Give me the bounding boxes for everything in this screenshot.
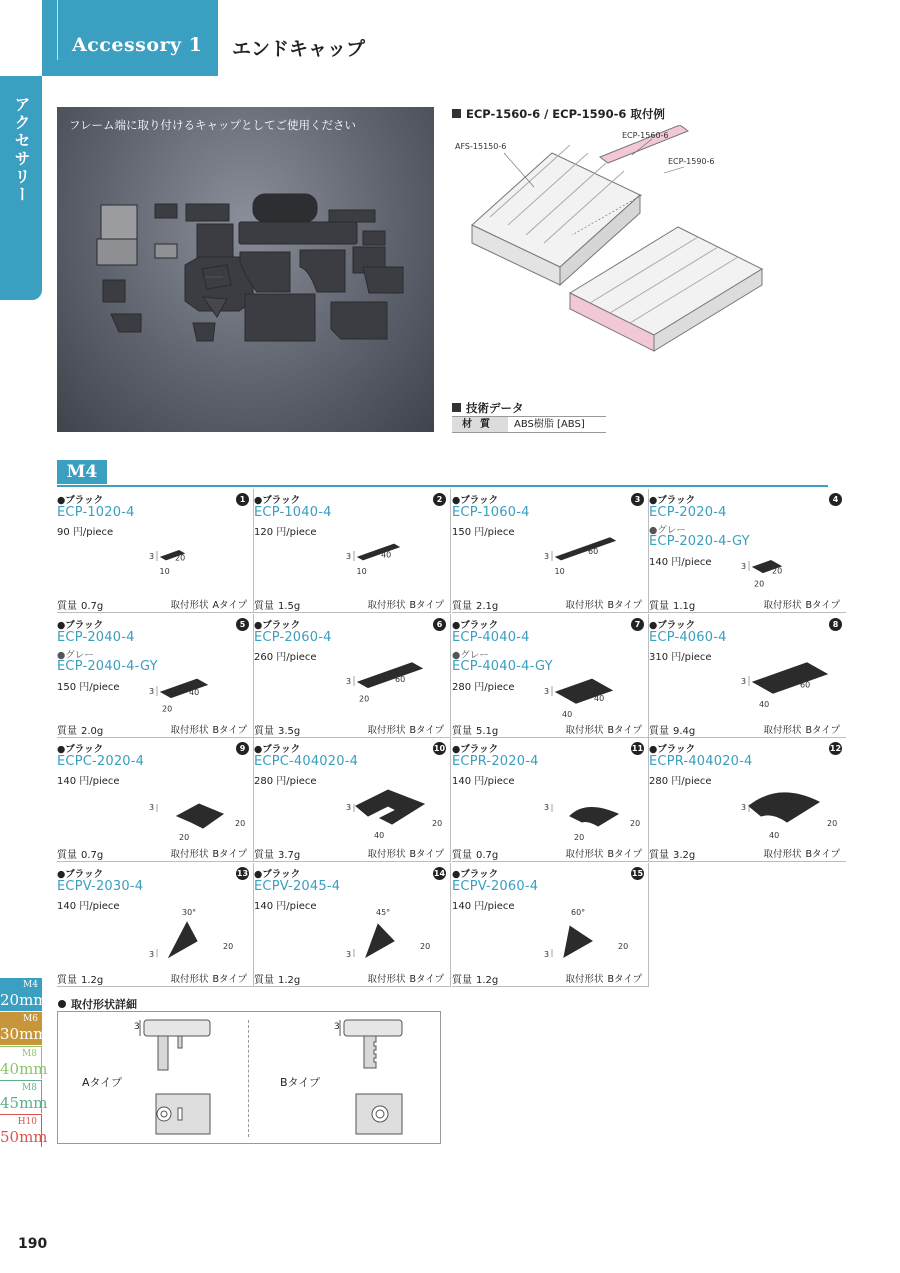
item-number-badge: 10 [433, 744, 446, 753]
mass-label: 質量 [452, 850, 472, 861]
mass-value: 1.2g [278, 975, 301, 986]
mount-type-value: Bタイプ [607, 849, 642, 860]
type-b-label: Bタイプ [280, 1076, 320, 1089]
svg-text:10: 10 [356, 566, 367, 576]
product-code: ECPC-2020-4 [57, 754, 145, 769]
header-divider [57, 0, 58, 60]
product-drawing [739, 776, 844, 842]
product-code: ECP-4060-4 [649, 630, 727, 645]
mass-label: 質量 [57, 975, 77, 986]
mount-type [170, 846, 247, 860]
svg-text:20: 20 [432, 819, 443, 828]
size-value: 50mm [0, 1128, 48, 1146]
product-code: ECPR-2020-4 [452, 754, 539, 769]
product-cell [254, 489, 451, 613]
color-label: ●ブラック [452, 495, 499, 506]
svg-text:40: 40 [381, 550, 392, 560]
price: 140 円/piece [57, 901, 120, 912]
product-code: ECPV-2060-4 [452, 879, 539, 894]
color-label: ●ブラック [57, 620, 104, 631]
product-code: ECPR-404020-4 [649, 754, 753, 769]
mass-value: 1.5g [278, 601, 301, 612]
type-a-label: Aタイプ [82, 1076, 122, 1089]
product-drawing [542, 776, 647, 842]
mass [649, 846, 695, 861]
mass-value: 0.7g [81, 850, 104, 861]
size-series: H10 [17, 1117, 37, 1127]
mass-label: 質量 [254, 975, 274, 986]
item-number-badge: 15 [631, 869, 644, 878]
item-number-badge: 5 [236, 618, 249, 631]
mount-type-value: Aタイプ [212, 600, 247, 611]
mount-type-label: 取付形状 [367, 600, 406, 611]
mount-type [367, 597, 444, 611]
svg-text:3: 3 [149, 552, 155, 561]
item-number-badge: 2 [433, 493, 446, 506]
price: 150 円/piece [452, 527, 515, 538]
mount-type [170, 722, 247, 736]
price: 280 円/piece [452, 682, 515, 693]
mount-type-label: 取付形状 [367, 725, 406, 736]
mass-label: 質量 [57, 850, 77, 861]
mount-type-label: 取付形状 [565, 600, 604, 611]
svg-text:60°: 60° [571, 908, 586, 917]
product-cell [649, 489, 846, 613]
svg-text:20: 20 [630, 819, 641, 828]
mount-type-label: 取付形状 [763, 600, 802, 611]
mount-type-drawings [58, 1012, 440, 1143]
cap-shape [753, 663, 827, 693]
mass-value: 1.2g [81, 975, 104, 986]
end-caps-photo-illustration [57, 107, 434, 432]
type-a-dim: 3 [134, 1022, 140, 1032]
corner-cap-shape [177, 804, 223, 828]
price: 140 円/piece [452, 901, 515, 912]
mount-type-label: 取付形状 [170, 849, 209, 860]
mass [254, 846, 300, 861]
product-cell [57, 614, 254, 738]
mount-type [565, 722, 642, 736]
product-drawing [147, 527, 252, 593]
product-drawing [739, 537, 844, 593]
mass [649, 722, 695, 737]
mount-type-value: Bタイプ [409, 725, 444, 736]
square-bullet-icon [452, 109, 461, 118]
mass-value: 5.1g [476, 726, 499, 737]
mount-type-label: 取付形状 [565, 974, 604, 985]
series-badge: M4 [57, 460, 107, 484]
size-tab[interactable] [0, 1012, 48, 1045]
svg-text:3: 3 [544, 950, 550, 959]
size-tab[interactable] [0, 1114, 48, 1147]
mass [452, 722, 498, 737]
mount-type-label: 取付形状 [565, 849, 604, 860]
product-cell [254, 738, 451, 862]
svg-text:40: 40 [562, 710, 573, 718]
tech-data-table [452, 416, 606, 433]
mass-value: 0.7g [476, 850, 499, 861]
mount-type-label: 取付形状 [565, 725, 604, 736]
svg-text:3: 3 [544, 803, 550, 812]
mount-type-value: Bタイプ [212, 849, 247, 860]
svg-text:20: 20 [420, 942, 431, 951]
product-drawing [147, 662, 252, 718]
mass-value: 2.1g [476, 601, 499, 612]
cap-shape [358, 663, 422, 688]
tech-key: 材質 [452, 417, 508, 432]
product-cell [649, 614, 846, 738]
color-label: ●ブラック [649, 620, 696, 631]
mount-type-value: Bタイプ [607, 974, 642, 985]
svg-text:30°: 30° [182, 908, 197, 917]
mass-value: 3.5g [278, 726, 301, 737]
svg-text:40: 40 [374, 831, 385, 840]
mounting-example-diagram [452, 125, 792, 365]
svg-text:45°: 45° [376, 908, 391, 917]
product-code: ECPV-2045-4 [254, 879, 341, 894]
side-category-bar [0, 76, 42, 300]
accessory-tab-label: Accessory 1 [72, 34, 203, 56]
product-cell [57, 738, 254, 862]
mass-label: 質量 [254, 726, 274, 737]
product-code-2: ECP-2020-4-GY [649, 534, 750, 549]
color-label: ●ブラック [57, 744, 104, 755]
svg-text:20: 20 [827, 819, 838, 828]
mass-value: 1.1g [673, 601, 696, 612]
color-label: ●ブラック [452, 620, 499, 631]
mount-type-value: Bタイプ [805, 849, 840, 860]
mass-value: 1.2g [476, 975, 499, 986]
svg-text:60: 60 [800, 680, 811, 690]
mount-type [763, 846, 840, 860]
rounded-cap-shape [570, 807, 618, 826]
product-cell [57, 489, 254, 613]
product-cell [649, 738, 846, 862]
size-tab[interactable] [0, 1046, 48, 1079]
label-frame: AFS-15150-6 [455, 142, 507, 151]
color-label: ●ブラック [649, 495, 696, 506]
mount-type [367, 722, 444, 736]
svg-text:20: 20 [179, 833, 190, 842]
svg-text:20: 20 [754, 579, 765, 589]
svg-text:10: 10 [159, 566, 170, 576]
product-cell [452, 489, 649, 613]
svg-text:60: 60 [395, 675, 406, 684]
accessory-tab [42, 0, 218, 76]
size-series: M4 [23, 980, 38, 990]
mass [254, 597, 300, 612]
svg-text:3: 3 [346, 677, 352, 686]
svg-text:20: 20 [574, 833, 585, 842]
mass-label: 質量 [254, 850, 274, 861]
mass-label: 質量 [452, 975, 472, 986]
svg-text:3: 3 [149, 950, 155, 959]
label-cap-1590: ECP-1590-6 [668, 157, 715, 166]
mount-type [763, 597, 840, 611]
tech-value: ABS樹脂 [ABS] [514, 419, 585, 430]
product-drawing [542, 527, 647, 593]
product-code: ECP-2020-4 [649, 505, 727, 520]
product-cell [452, 738, 649, 862]
mount-type [367, 846, 444, 860]
product-code-2: ECP-4040-4-GY [452, 659, 553, 674]
price: 140 円/piece [57, 776, 120, 787]
product-photo [57, 107, 434, 432]
svg-text:40: 40 [189, 688, 200, 698]
product-code: ECP-4040-4 [452, 630, 530, 645]
mount-type-label: 取付形状 [170, 974, 209, 985]
side-category-label: アクセサリー [12, 96, 31, 204]
product-code: ECP-1040-4 [254, 505, 332, 520]
tech-data-title: 技術データ [452, 400, 524, 416]
product-drawing [542, 901, 647, 967]
mass-label: 質量 [649, 726, 669, 737]
mass [57, 597, 103, 612]
color-label-2: ●グレー [452, 650, 489, 661]
mass [452, 846, 498, 861]
price: 140 円/piece [452, 776, 515, 787]
product-code: ECP-1020-4 [57, 505, 135, 520]
item-number-badge: 9 [236, 742, 249, 755]
color-label: ●ブラック [254, 744, 301, 755]
series-rule [57, 485, 828, 487]
size-value: 30mm [0, 1025, 48, 1043]
mount-type-value: Bタイプ [212, 974, 247, 985]
bullet-icon [58, 1000, 66, 1008]
product-cell [452, 614, 649, 738]
rounded-cap-shape [749, 793, 819, 822]
mount-type [170, 971, 247, 985]
svg-text:20: 20 [618, 942, 629, 951]
price: 280 円/piece [254, 776, 317, 787]
price: 260 円/piece [254, 652, 317, 663]
price: 310 円/piece [649, 652, 712, 663]
size-value: 45mm [0, 1094, 48, 1112]
product-code: ECP-1060-4 [452, 505, 530, 520]
mass [452, 971, 498, 986]
mass-label: 質量 [649, 601, 669, 612]
product-cell [254, 614, 451, 738]
product-drawing [344, 527, 449, 593]
mount-type-value: Bタイプ [607, 600, 642, 611]
product-code: ECP-2060-4 [254, 630, 332, 645]
color-label: ●ブラック [254, 869, 301, 880]
item-number-badge: 6 [433, 618, 446, 631]
size-series: M8 [22, 1083, 37, 1093]
mass-value: 0.7g [81, 601, 104, 612]
mount-type-label: 取付形状 [170, 725, 209, 736]
svg-text:3: 3 [149, 803, 155, 812]
mount-detail-title: 取付形状詳細 [58, 996, 137, 1012]
svg-text:20: 20 [772, 566, 783, 576]
color-label: ●ブラック [452, 869, 499, 880]
item-number-badge: 8 [829, 618, 842, 631]
color-label-2: ●グレー [649, 525, 686, 536]
mount-type-value: Bタイプ [805, 600, 840, 611]
product-drawing [739, 652, 844, 718]
mass-value: 3.2g [673, 850, 696, 861]
cap-shape [556, 538, 615, 560]
svg-text:20: 20 [235, 819, 246, 828]
mount-type-label: 取付形状 [170, 600, 209, 611]
mass [649, 597, 695, 612]
item-number-badge: 3 [631, 493, 644, 506]
product-cell [57, 863, 254, 987]
mass [57, 722, 103, 737]
mount-type [565, 971, 642, 985]
product-drawing [147, 776, 252, 842]
corner-cap-shape [356, 790, 424, 824]
mount-type-value: Bタイプ [212, 725, 247, 736]
mount-type-label: 取付形状 [763, 725, 802, 736]
price: 140 円/piece [649, 557, 712, 568]
product-cell [254, 863, 451, 987]
item-number-badge: 1 [236, 493, 249, 506]
price: 120 円/piece [254, 527, 317, 538]
photo-caption: フレーム端に取り付けるキャップとしてご使用ください [69, 118, 357, 132]
mass-label: 質量 [57, 601, 77, 612]
svg-text:20: 20 [359, 694, 370, 704]
product-code-2: ECP-2040-4-GY [57, 659, 158, 674]
mass-label: 質量 [452, 726, 472, 737]
mount-type [367, 971, 444, 985]
mass-value: 3.7g [278, 850, 301, 861]
cap-shape [161, 679, 207, 697]
item-number-badge: 13 [236, 869, 249, 878]
svg-text:40: 40 [594, 693, 605, 703]
product-drawing [344, 901, 449, 967]
mount-type-value: Bタイプ [409, 849, 444, 860]
color-label: ●ブラック [254, 495, 301, 506]
svg-text:3: 3 [741, 803, 747, 812]
svg-text:40: 40 [759, 700, 770, 710]
size-series: M8 [22, 1049, 37, 1059]
mass [452, 597, 498, 612]
mount-type [565, 597, 642, 611]
mount-type-label: 取付形状 [367, 849, 406, 860]
color-label: ●ブラック [649, 744, 696, 755]
svg-text:3: 3 [544, 552, 550, 561]
mount-type-value: Bタイプ [805, 725, 840, 736]
mount-type-label: 取付形状 [763, 849, 802, 860]
size-tab[interactable] [0, 978, 48, 1011]
type-b-dim: 3 [334, 1022, 340, 1032]
mass-label: 質量 [57, 726, 77, 737]
item-number-badge: 12 [829, 744, 842, 753]
mount-type [565, 846, 642, 860]
mass [57, 971, 103, 986]
mass-label: 質量 [254, 601, 274, 612]
item-number-badge: 14 [433, 869, 446, 878]
mount-detail-box [57, 1011, 441, 1144]
svg-text:3: 3 [741, 562, 747, 571]
mass-value: 2.0g [81, 726, 104, 737]
price: 90 円/piece [57, 527, 114, 538]
v-cap-shape [366, 924, 394, 957]
mass [254, 722, 300, 737]
price: 140 円/piece [254, 901, 317, 912]
price: 280 円/piece [649, 776, 712, 787]
price: 150 円/piece [57, 682, 120, 693]
product-code: ECPV-2030-4 [57, 879, 144, 894]
product-cell [452, 863, 649, 987]
color-label: ●ブラック [452, 744, 499, 755]
color-label: ●ブラック [57, 869, 104, 880]
product-drawing [542, 662, 647, 718]
svg-text:60: 60 [588, 547, 599, 557]
mass-value: 9.4g [673, 726, 696, 737]
mass-label: 質量 [452, 601, 472, 612]
size-series: M6 [23, 1014, 38, 1024]
mass-label: 質量 [649, 850, 669, 861]
svg-text:3: 3 [741, 677, 747, 686]
label-cap-1560: ECP-1560-6 [622, 131, 669, 140]
svg-text:20: 20 [162, 704, 173, 714]
svg-text:10: 10 [554, 566, 565, 576]
v-cap-shape [169, 922, 197, 957]
product-code: ECPC-404020-4 [254, 754, 359, 769]
item-number-badge: 11 [631, 744, 644, 753]
square-bullet-icon [452, 403, 461, 412]
svg-text:40: 40 [769, 831, 780, 840]
size-value: 40mm [0, 1060, 48, 1078]
color-label: ●ブラック [57, 495, 104, 506]
color-label: ●ブラック [254, 620, 301, 631]
mount-type-value: Bタイプ [409, 974, 444, 985]
mount-type-value: Bタイプ [409, 600, 444, 611]
size-tab[interactable] [0, 1080, 48, 1113]
item-number-badge: 4 [829, 493, 842, 506]
page-number: 190 [18, 1236, 48, 1252]
item-number-badge: 7 [631, 618, 644, 631]
svg-text:3: 3 [346, 552, 352, 561]
mount-type [763, 722, 840, 736]
svg-text:20: 20 [175, 553, 186, 563]
example-title: ECP-1560-6 / ECP-1590-6 取付例 [452, 106, 665, 122]
size-value: 20mm [0, 991, 48, 1009]
product-code: ECP-2040-4 [57, 630, 135, 645]
mass [57, 846, 103, 861]
svg-text:3: 3 [149, 687, 155, 696]
mass [254, 971, 300, 986]
v-cap-shape [564, 926, 592, 957]
color-label-2: ●グレー [57, 650, 94, 661]
product-drawing [344, 652, 449, 718]
svg-text:3: 3 [346, 950, 352, 959]
mount-type [170, 597, 247, 611]
svg-text:20: 20 [223, 942, 234, 951]
product-drawing [344, 776, 449, 842]
mount-type-label: 取付形状 [367, 974, 406, 985]
product-drawing [147, 901, 252, 967]
cap-shape [358, 544, 399, 560]
svg-text:3: 3 [346, 803, 352, 812]
mount-type-value: Bタイプ [607, 725, 642, 736]
page-title: エンドキャップ [232, 38, 366, 60]
svg-text:3: 3 [544, 687, 550, 696]
